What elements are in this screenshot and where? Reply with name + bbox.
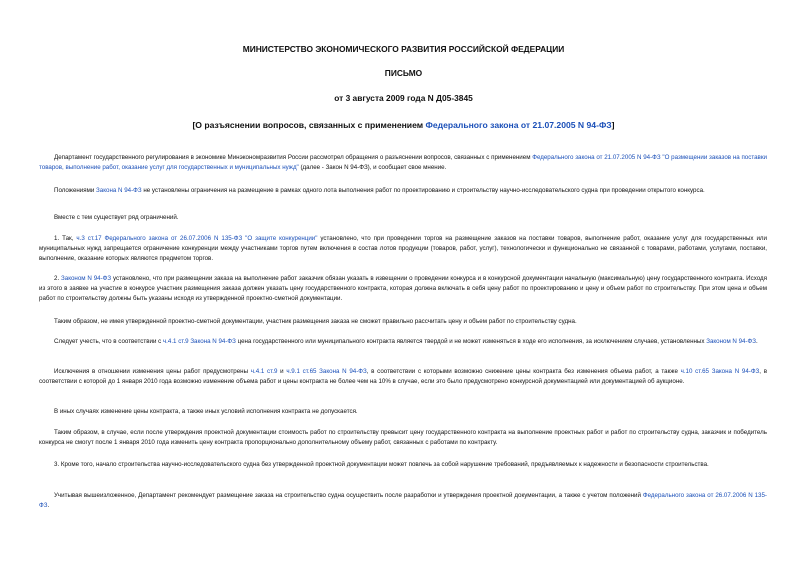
text-run: 1. Так,	[54, 235, 77, 242]
text-run: цена государственного или муниципального контракта является твердой и не может изменяться в ходе его исполнения, за исключением случаев, установленных	[235, 338, 707, 345]
article-65-10-link[interactable]: ч.10 ст.65 Закона N 94-ФЗ	[680, 368, 760, 375]
text-run: установлено, что при размещении заказа на выполнение работ заказчик обязан указать в извещении о проведении конкурса и в конкурсной документации начальную (максимальную) цену государственного контракта. Исходя из этого в заявке на участие в конкурсе участник размещения заказа должен указать цену государственного контракта, которая должна включать в себя цену работ по проектированию и цену и объем работ по строительству. При этом цена и объем работ по строительству должны быть указаны исходя из утвержденной проектно-сметной документации.	[39, 275, 767, 303]
text-run: .	[756, 338, 758, 345]
law-94fz-link[interactable]: Законом N 94-ФЗ	[706, 338, 757, 345]
text-run: .	[47, 502, 50, 510]
text-run: не установлены ограничения на размещение в рамках одного лота выполнения работ по проектированию и строительству научно-исследовательского судна при проведении открытого конкурса.	[141, 187, 705, 194]
text-run: , в соответствии с которыми возможно снижение цены контракта без изменения объема работ, а также	[366, 368, 681, 375]
paragraph-10	[39, 428, 767, 448]
paragraph-3	[39, 213, 767, 223]
text-run: Таким образом, не имея утвержденной проектно-сметной документации, участник размещения заказа не сможет правильно рассчитать цену и объем работ по строительству судна.	[54, 318, 577, 325]
law-94fz-link[interactable]: Закона N 94-ФЗ	[96, 187, 142, 194]
document-subject	[0, 120, 807, 130]
text-run: 2.	[54, 275, 62, 282]
paragraph-4	[39, 234, 767, 264]
article-9-link[interactable]: ч.4.1 ст.9	[250, 368, 278, 375]
law-title-link[interactable]: "О размещении заказов на поставки товаров, выполнение работ, оказание услуг для государственных и муниципальных нужд"	[39, 154, 767, 172]
paragraph-5	[39, 274, 767, 304]
text-run: , в соответствии с которой до 1 января 2010 года возможно изменение объема работ и цены контракта не более чем на 10% в случае, если это было предусмотрено конкурсной документацией или документацией об аукционе.	[39, 368, 767, 386]
text-run: Вместе с тем существует ряд ограничений.	[54, 214, 179, 221]
paragraph-8	[39, 367, 767, 387]
subject-law-link[interactable]: Федерального закона от 21.07.2005 N 94-ФЗ	[425, 120, 612, 130]
text-run: 3. Кроме того, начало строительства научно-исследовательского судна без утвержденной проектной документации может повлечь за собой нарушение требований, предъявляемых к надежности и безопасности строительства.	[54, 461, 709, 468]
document-date-number: от 3 августа 2009 года N Д05-3845	[334, 93, 473, 103]
competition-law-link[interactable]: "О защите конкуренции"	[245, 235, 318, 242]
text-run: Положениями	[54, 187, 97, 194]
document-type: ПИСЬМО	[384, 68, 423, 78]
law-135fz-link[interactable]: Федерального закона от 26.07.2006 N 135-ФЗ	[39, 492, 767, 510]
paragraph-7	[39, 337, 767, 347]
law-135fz-link[interactable]: Федерального закона от 26.07.2006 N 135-ФЗ	[104, 235, 243, 242]
text-run: установлено, что при проведении торгов на размещение заказов на поставки товаров, выполнение работ, оказание услуг для государственных или муниципальных нужд запрещается ограничение конкуренции между участниками торгов путем включения в состав лотов продукции (товаров, работ, услуг), технологически и функционально не связанной с товарами, работами, услугами, поставки, выполнение, оказание которых являются предметом торгов.	[39, 235, 767, 263]
text-run: Департамент государственного регулирования в экономике Минэкономразвития России рассмотрел обращения о разъяснении вопросов, связанных с применением	[54, 154, 533, 161]
text-run: Исключения в отношении изменения цены работ предусмотрены	[54, 368, 251, 375]
article-9-link[interactable]: ч.4.1 ст.9 Закона N 94-ФЗ	[162, 338, 236, 345]
paragraph-11	[39, 460, 767, 470]
paragraph-2	[39, 186, 767, 196]
law-94fz-link[interactable]: Законом N 94-ФЗ	[61, 275, 112, 282]
paragraph-6	[39, 317, 767, 327]
text-run: В иных случаях изменение цены контракта, а также иных условий исполнения контракта не допускается.	[54, 408, 358, 415]
text-run: Следует учесть, что в соответствии с	[54, 338, 163, 345]
law-94fz-link[interactable]: Федерального закона от 21.07.2005 N 94-ФЗ	[532, 154, 661, 161]
paragraph-1	[39, 153, 767, 173]
paragraph-12	[39, 491, 767, 511]
subject-suffix: ]	[611, 120, 615, 130]
paragraph-9	[39, 407, 767, 417]
text-run: и	[277, 368, 287, 375]
text-run: Таким образом, в случае, если после утверждения проектной документации стоимость работ по строительству превысит цену государственного контракта на выполнение проектных работ и работ по строительству судна, заказчик и победитель конкурса не смогут после 1 января 2010 года изменить цену контракта пропорционально дополнительному объему работ, связанных с работами по контракту.	[39, 429, 767, 447]
ministry-heading: МИНИСТЕРСТВО ЭКОНОМИЧЕСКОГО РАЗВИТИЯ РОССИЙСКОЙ ФЕДЕРАЦИИ	[242, 44, 565, 54]
text-run: Учитывая вышеизложенное, Департамент рекомендует размещение заказа на строительство судна осуществить после разработки и утверждения проектной документации, а также с учетом положений	[54, 492, 643, 499]
article-17-link[interactable]: ч.3 ст.17	[76, 235, 102, 242]
text-run: (далее - Закон N 94-ФЗ), и сообщает свое мнение.	[298, 164, 447, 172]
subject-prefix: [О разъяснении вопросов, связанных с применением	[192, 120, 426, 130]
article-65-9-1-link[interactable]: ч.9.1 ст.65 Закона N 94-ФЗ	[286, 368, 367, 375]
